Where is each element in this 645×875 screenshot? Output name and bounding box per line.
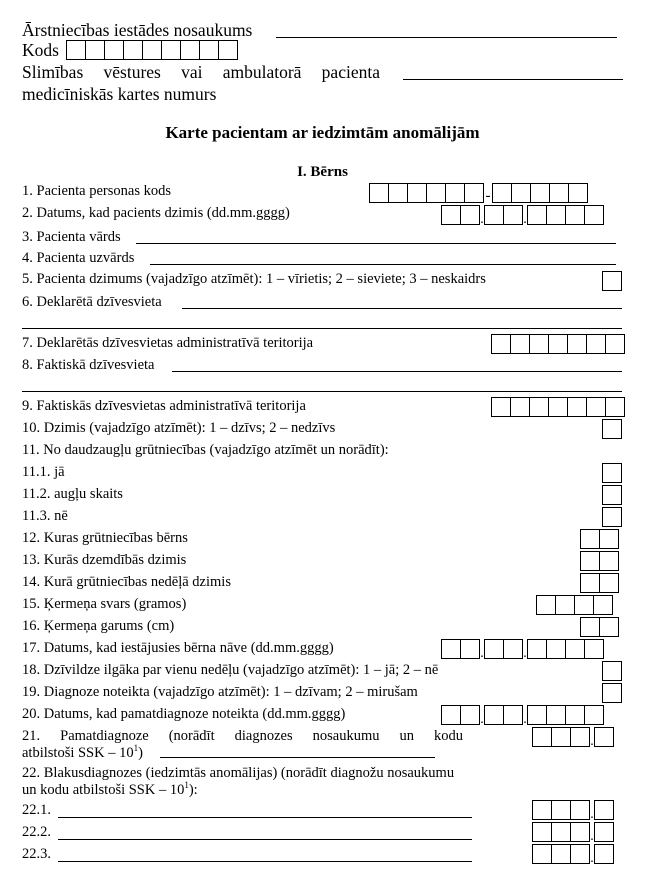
field-5-label: 5. Pacienta dzimums (vajadzīgo atzīmēt): 1 – vīrietis; 2 – sieviete; 3 – neskaidrs (22, 271, 486, 287)
f21-word: 21. (22, 728, 41, 744)
dot-separator: . (480, 646, 484, 661)
input-box[interactable] (441, 205, 461, 225)
field-7-label: 7. Deklarētās dzīvesvietas administratīvā teritorija (22, 335, 314, 351)
code-label: Kods (22, 40, 59, 60)
input-box[interactable] (570, 727, 590, 747)
last-name-field[interactable] (150, 264, 616, 265)
input-box[interactable] (161, 40, 181, 60)
input-box[interactable] (527, 205, 547, 225)
facility-name-field[interactable] (276, 37, 617, 38)
fetus-count-box[interactable] (603, 485, 622, 505)
death-date-boxes[interactable] (442, 639, 604, 659)
input-box[interactable] (565, 205, 585, 225)
field-14-label: 14. Kurā grūtniecības nedēļā dzimis (22, 574, 231, 590)
input-box[interactable] (593, 595, 613, 615)
field-16-label: 16. Ķermeņa garums (cm) (22, 618, 175, 634)
input-box[interactable] (555, 595, 575, 615)
dot-separator: . (523, 646, 527, 661)
f21-word: (norādīt (168, 728, 215, 744)
input-box[interactable] (441, 639, 461, 659)
f22-text: un kodu atbilstoši SSK – 10 (22, 781, 185, 798)
main-diagnosis-code-boxes[interactable] (533, 727, 614, 747)
record-word: Slimības (22, 62, 84, 82)
main-diagnosis-field[interactable] (160, 757, 435, 758)
field-22-2-label: 22.2. (22, 824, 51, 840)
field-17-label: 17. Datums, kad iestājusies bērna nāve (dd.mm.gggg) (22, 640, 334, 656)
input-box[interactable] (66, 40, 86, 60)
field-19-label: 19. Diagnoze noteikta (vajadzīgo atzīmēt): 1 – dzīvam; 2 – mirušam (22, 684, 418, 700)
declared-residence-field[interactable] (182, 308, 622, 309)
input-box[interactable] (460, 705, 480, 725)
length-boxes[interactable] (581, 617, 619, 637)
field-15-label: 15. Ķermeņa svars (gramos) (22, 596, 187, 612)
input-box[interactable] (580, 551, 600, 571)
dot-separator: . (590, 734, 594, 749)
input-box[interactable] (568, 183, 588, 203)
input-box[interactable] (491, 334, 511, 354)
field-6-label: 6. Deklarētā dzīvesvieta (22, 294, 162, 310)
secondary-diagnosis-1-code[interactable] (533, 800, 614, 820)
input-box[interactable] (580, 573, 600, 593)
input-box[interactable] (599, 617, 619, 637)
first-name-field[interactable] (136, 243, 616, 244)
dot-separator: . (590, 829, 594, 844)
facility-name-label: Ārstniecības iestādes nosaukums (22, 20, 253, 40)
input-box[interactable] (548, 397, 568, 417)
input-box[interactable] (567, 334, 587, 354)
input-box[interactable] (549, 183, 569, 203)
record-label-line2: medicīniskās kartes numurs (22, 84, 217, 104)
dot-separator: . (590, 807, 594, 822)
input-box[interactable] (484, 639, 504, 659)
gender-box[interactable] (603, 271, 622, 291)
input-box[interactable] (85, 40, 105, 60)
input-box[interactable] (584, 205, 604, 225)
multiple-no-box[interactable] (603, 507, 622, 527)
f22-close: ): (188, 781, 198, 798)
f21-text: atbilstoši SSK – 10 (22, 744, 134, 761)
birth-date-boxes[interactable] (442, 205, 604, 225)
field-8-label: 8. Faktiskā dzīvesvieta (22, 357, 155, 373)
actual-territory-boxes[interactable] (492, 397, 625, 417)
field-11-2-label: 11.2. augļu skaits (22, 486, 123, 502)
input-box[interactable] (464, 183, 484, 203)
input-box[interactable] (602, 683, 622, 703)
input-box[interactable] (602, 463, 622, 483)
input-box[interactable] (567, 397, 587, 417)
record-word: vai (181, 62, 203, 82)
input-box[interactable] (503, 639, 523, 659)
personal-code-boxes[interactable] (370, 183, 588, 203)
f21-word: Pamatdiagnoze (60, 728, 149, 744)
input-box[interactable] (584, 639, 604, 659)
input-box[interactable] (574, 595, 594, 615)
input-box[interactable] (491, 397, 511, 417)
page-title: Karte pacientam ar iedzimtām anomālijām (165, 123, 480, 142)
pregnancy-number-boxes[interactable] (581, 529, 619, 549)
secondary-diagnosis-3-field[interactable] (58, 861, 472, 862)
input-box[interactable] (594, 727, 614, 747)
diagnosis-status-box[interactable] (603, 683, 622, 703)
input-box[interactable] (510, 397, 530, 417)
weight-boxes[interactable] (537, 595, 613, 615)
dot-separator: . (480, 212, 484, 227)
input-box[interactable] (441, 705, 461, 725)
input-box[interactable] (445, 183, 465, 203)
input-box[interactable] (605, 334, 625, 354)
actual-residence-field-line2[interactable] (22, 391, 622, 392)
input-box[interactable] (369, 183, 389, 203)
input-box[interactable] (388, 183, 408, 203)
field-2-label: 2. Datums, kad pacients dzimis (dd.mm.gggg) (22, 205, 290, 221)
input-box[interactable] (123, 40, 143, 60)
record-label-line1 (22, 62, 380, 83)
input-box[interactable] (551, 727, 571, 747)
dot-separator: . (590, 851, 594, 866)
code-boxes[interactable] (67, 40, 238, 60)
input-box[interactable] (602, 661, 622, 681)
input-box[interactable] (602, 419, 622, 439)
input-box[interactable] (548, 334, 568, 354)
input-box[interactable] (492, 183, 512, 203)
input-box[interactable] (510, 334, 530, 354)
field-1-label: 1. Pacienta personas kods (22, 183, 171, 199)
dash-separator: - (485, 188, 491, 204)
input-box[interactable] (527, 639, 547, 659)
input-box[interactable] (529, 397, 549, 417)
input-box[interactable] (586, 334, 606, 354)
f22-sup: 1 (184, 780, 189, 790)
field-22-3-label: 22.3. (22, 846, 51, 862)
input-box[interactable] (551, 800, 571, 820)
input-box[interactable] (546, 205, 566, 225)
input-box[interactable] (530, 183, 550, 203)
input-box[interactable] (546, 705, 566, 725)
f21-sup: 1 (133, 743, 139, 753)
input-box[interactable] (594, 800, 614, 820)
record-number-field[interactable] (403, 79, 623, 80)
input-box[interactable] (532, 844, 552, 864)
f21-word: kodu (433, 728, 463, 744)
input-box[interactable] (503, 205, 523, 225)
secondary-diagnosis-3-code[interactable] (533, 844, 614, 864)
field-4-label: 4. Pacienta uzvārds (22, 250, 135, 266)
field-11-1-label: 11.1. jā (22, 464, 65, 480)
dot-separator: . (480, 712, 484, 727)
field-21-label-line2 (22, 743, 143, 762)
field-22-label-line2 (22, 780, 198, 799)
diagnosis-date-boxes[interactable] (442, 705, 604, 725)
survival-box[interactable] (603, 661, 622, 681)
input-box[interactable] (527, 705, 547, 725)
input-box[interactable] (599, 529, 619, 549)
record-word: pacienta (321, 62, 380, 82)
section-title: I. Bērns (297, 164, 348, 180)
input-box[interactable] (602, 485, 622, 505)
input-box[interactable] (602, 271, 622, 291)
input-box[interactable] (605, 397, 625, 417)
input-box[interactable] (180, 40, 200, 60)
record-word: ambulatorā (222, 62, 302, 82)
actual-residence-field[interactable] (172, 371, 622, 372)
input-box[interactable] (570, 844, 590, 864)
secondary-diagnosis-1-field[interactable] (58, 817, 472, 818)
secondary-diagnosis-2-field[interactable] (58, 839, 472, 840)
field-11-3-label: 11.3. nē (22, 508, 68, 524)
input-box[interactable] (546, 639, 566, 659)
input-box[interactable] (199, 40, 219, 60)
input-box[interactable] (532, 727, 552, 747)
input-box[interactable] (484, 705, 504, 725)
secondary-diagnosis-2-code[interactable] (533, 822, 614, 842)
input-box[interactable] (104, 40, 124, 60)
input-box[interactable] (599, 551, 619, 571)
dot-separator: . (523, 712, 527, 727)
field-10-label: 10. Dzimis (vajadzīgo atzīmēt): 1 – dzīvs; 2 – nedzīvs (22, 420, 336, 436)
record-word: vēstures (103, 62, 161, 82)
input-box[interactable] (594, 822, 614, 842)
field-12-label: 12. Kuras grūtniecības bērns (22, 530, 188, 546)
f21-close: ) (138, 744, 143, 761)
input-box[interactable] (503, 705, 523, 725)
input-box[interactable] (529, 334, 549, 354)
input-box[interactable] (426, 183, 446, 203)
field-9-label: 9. Faktiskās dzīvesvietas administratīvā teritorija (22, 398, 306, 414)
input-box[interactable] (584, 705, 604, 725)
field-13-label: 13. Kurās dzemdībās dzimis (22, 552, 187, 568)
declared-residence-field-line2[interactable] (22, 328, 622, 329)
input-box[interactable] (570, 800, 590, 820)
f21-word: nosaukumu (312, 728, 380, 744)
input-box[interactable] (580, 529, 600, 549)
input-box[interactable] (460, 639, 480, 659)
input-box[interactable] (460, 205, 480, 225)
input-box[interactable] (511, 183, 531, 203)
delivery-number-boxes[interactable] (581, 551, 619, 571)
field-11-label: 11. No daudzaugļu grūtniecības (vajadzīgo atzīmēt un norādīt): (22, 442, 389, 458)
field-22-1-label: 22.1. (22, 802, 51, 818)
input-box[interactable] (407, 183, 427, 203)
f21-word: un (399, 728, 414, 744)
field-18-label: 18. Dzīvildze ilgāka par vienu nedēļu (vajadzīgo atzīmēt): 1 – jā; 2 – nē (22, 662, 439, 678)
input-box[interactable] (551, 822, 571, 842)
input-box[interactable] (484, 205, 504, 225)
gestation-week-boxes[interactable] (581, 573, 619, 593)
field-20-label: 20. Datums, kad pamatdiagnoze noteikta (dd.mm.gggg) (22, 706, 346, 722)
input-box[interactable] (142, 40, 162, 60)
input-box[interactable] (565, 705, 585, 725)
field-22-label-line1: 22. Blakusdiagnozes (iedzimtās anomālijas) (norādīt diagnožu nosaukumu (22, 765, 455, 781)
input-box[interactable] (536, 595, 556, 615)
input-box[interactable] (551, 844, 571, 864)
input-box[interactable] (580, 617, 600, 637)
input-box[interactable] (570, 822, 590, 842)
born-alive-box[interactable] (603, 419, 622, 439)
field-3-label: 3. Pacienta vārds (22, 229, 121, 245)
input-box[interactable] (599, 573, 619, 593)
dot-separator: . (523, 212, 527, 227)
multiple-yes-box[interactable] (603, 463, 622, 483)
input-box[interactable] (532, 800, 552, 820)
input-box[interactable] (594, 844, 614, 864)
input-box[interactable] (602, 507, 622, 527)
input-box[interactable] (218, 40, 238, 60)
declared-territory-boxes[interactable] (492, 334, 625, 354)
input-box[interactable] (586, 397, 606, 417)
f21-word: diagnozes (234, 728, 293, 744)
input-box[interactable] (565, 639, 585, 659)
input-box[interactable] (532, 822, 552, 842)
